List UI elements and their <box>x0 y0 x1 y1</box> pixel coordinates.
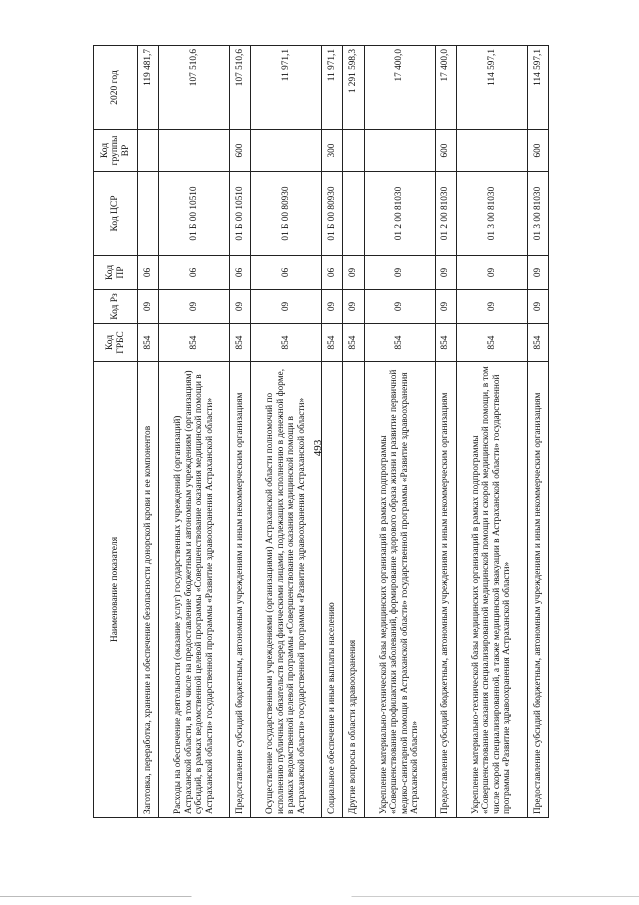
row-rz: 09 <box>456 290 527 324</box>
row-pr: 09 <box>527 256 548 290</box>
header-pr: Код ПР <box>94 256 138 290</box>
row-value: 114 597,1 <box>456 46 527 130</box>
row-grbs: 854 <box>343 324 364 362</box>
row-pr: 09 <box>343 256 364 290</box>
row-name: Социальное обеспечение и иные выплаты населению <box>322 362 343 818</box>
row-value: 114 597,1 <box>527 46 548 130</box>
row-csr: 01 Б 00 80930 <box>251 172 322 256</box>
header-grbs: Код ГРБС <box>94 324 138 362</box>
table-row <box>159 46 230 818</box>
row-vr <box>251 130 322 172</box>
row-rz: 09 <box>251 290 322 324</box>
row-name: Предоставление субсидий бюджетным, автономным учреждениям и иным некоммерческим организациям <box>527 362 548 818</box>
row-vr <box>159 130 230 172</box>
row-name: Укрепление материально-технической базы медицинских организаций в рамках подпрограммы «Совершенствование оказания специализированной медицинской помощи и скорой медицинской помощи, в том числе скорой специализированной, а также медицинской эвакуации в Астраханской области» государственной программы «Развитие здравоохранения Астраханской области» <box>456 362 527 818</box>
row-grbs: 854 <box>435 324 456 362</box>
row-value: 17 400,0 <box>435 46 456 130</box>
row-csr <box>343 172 364 256</box>
row-value: 107 510,6 <box>230 46 251 130</box>
table-row <box>138 46 159 818</box>
table-row <box>322 46 343 818</box>
row-value: 11 971,1 <box>322 46 343 130</box>
row-grbs: 854 <box>364 324 435 362</box>
row-name: Заготовка, переработка, хранение и обеспечение безопасности донорской крови и ее компонентов <box>138 362 159 818</box>
row-value: 11 971,1 <box>251 46 322 130</box>
row-rz: 09 <box>435 290 456 324</box>
budget-table <box>93 45 549 818</box>
row-csr: 01 2 00 81030 <box>435 172 456 256</box>
header-name: Наименование показателя <box>94 362 138 818</box>
row-rz: 09 <box>159 290 230 324</box>
row-pr: 09 <box>364 256 435 290</box>
row-grbs: 854 <box>322 324 343 362</box>
row-vr <box>456 130 527 172</box>
row-grbs: 854 <box>230 324 251 362</box>
table-row <box>527 46 548 818</box>
row-pr: 06 <box>138 256 159 290</box>
budget-table-rotated <box>93 46 549 818</box>
row-value: 17 400,0 <box>364 46 435 130</box>
table-row <box>456 46 527 818</box>
header-vr: Код группы ВР <box>94 130 138 172</box>
row-name: Расходы на обеспечение деятельности (оказание услуг) государственных учреждений (организаций) Астраханской области, в том числе на предоставление бюджетным и автономным учреждениям (организациям) субсидий, в рамках ведомственной целевой программы «Совершенствование оказания медицинской помощи в Астраханской области» государственной программы «Развитие здравоохранения Астраханской области» <box>159 362 230 818</box>
row-vr: 600 <box>230 130 251 172</box>
table-header <box>94 46 138 818</box>
row-name: Предоставление субсидий бюджетным, автономным учреждениям и иным некоммерческим организациям <box>230 362 251 818</box>
row-grbs: 854 <box>159 324 230 362</box>
row-value: 107 510,6 <box>159 46 230 130</box>
row-csr: 01 3 00 81030 <box>527 172 548 256</box>
row-rz: 09 <box>527 290 548 324</box>
row-csr: 01 Б 00 80930 <box>322 172 343 256</box>
page-number: 493 <box>312 439 324 457</box>
table-row <box>364 46 435 818</box>
row-name: Осуществление государственными учреждениями (организациями) Астраханской области полномочий по исполнению публичных обязательств перед физическими лицами, подлежащих исполнению в денежной форме, в рамках ведомственной целевой программы «Совершенствование оказания медицинской помощи в Астраханской области» государственной программы «Развитие здравоохранения Астраханской области» <box>251 362 322 818</box>
row-vr: 300 <box>322 130 343 172</box>
row-pr: 06 <box>159 256 230 290</box>
scan-edge-line <box>0 896 639 897</box>
table-row <box>435 46 456 818</box>
row-vr <box>343 130 364 172</box>
row-grbs: 854 <box>456 324 527 362</box>
table-row <box>251 46 322 818</box>
header-csr: Код ЦСР <box>94 172 138 256</box>
row-csr: 01 Б 00 10510 <box>230 172 251 256</box>
row-vr <box>138 130 159 172</box>
row-rz: 09 <box>343 290 364 324</box>
row-vr: 600 <box>527 130 548 172</box>
header-year: 2020 год <box>94 46 138 130</box>
row-pr: 06 <box>230 256 251 290</box>
row-value: 1 291 598,3 <box>343 46 364 130</box>
row-grbs: 854 <box>251 324 322 362</box>
row-rz: 09 <box>364 290 435 324</box>
row-pr: 09 <box>456 256 527 290</box>
row-csr: 01 2 00 81030 <box>364 172 435 256</box>
row-grbs: 854 <box>138 324 159 362</box>
row-grbs: 854 <box>527 324 548 362</box>
row-vr <box>364 130 435 172</box>
row-csr: 01 3 00 81030 <box>456 172 527 256</box>
row-pr: 09 <box>435 256 456 290</box>
row-vr: 600 <box>435 130 456 172</box>
row-value: 119 481,7 <box>138 46 159 130</box>
row-csr <box>138 172 159 256</box>
row-name: Предоставление субсидий бюджетным, автономным учреждениям и иным некоммерческим организациям <box>435 362 456 818</box>
row-rz: 09 <box>230 290 251 324</box>
row-pr: 06 <box>251 256 322 290</box>
table-row <box>230 46 251 818</box>
row-name: Другие вопросы в области здравоохранения <box>343 362 364 818</box>
row-name: Укрепление материально-технической базы медицинских организаций в рамках подпрограммы «Совершенствование профилактики заболеваний, формирование здорового образа жизни и развитие первичной медико-санитарной помощи в Астраханской области» государственной программы «Развитие здравоохранения Астраханской области» <box>364 362 435 818</box>
row-csr: 01 Б 00 10510 <box>159 172 230 256</box>
row-pr: 06 <box>322 256 343 290</box>
row-rz: 09 <box>322 290 343 324</box>
header-rz: Код Рз <box>94 290 138 324</box>
table-row <box>343 46 364 818</box>
row-rz: 09 <box>138 290 159 324</box>
